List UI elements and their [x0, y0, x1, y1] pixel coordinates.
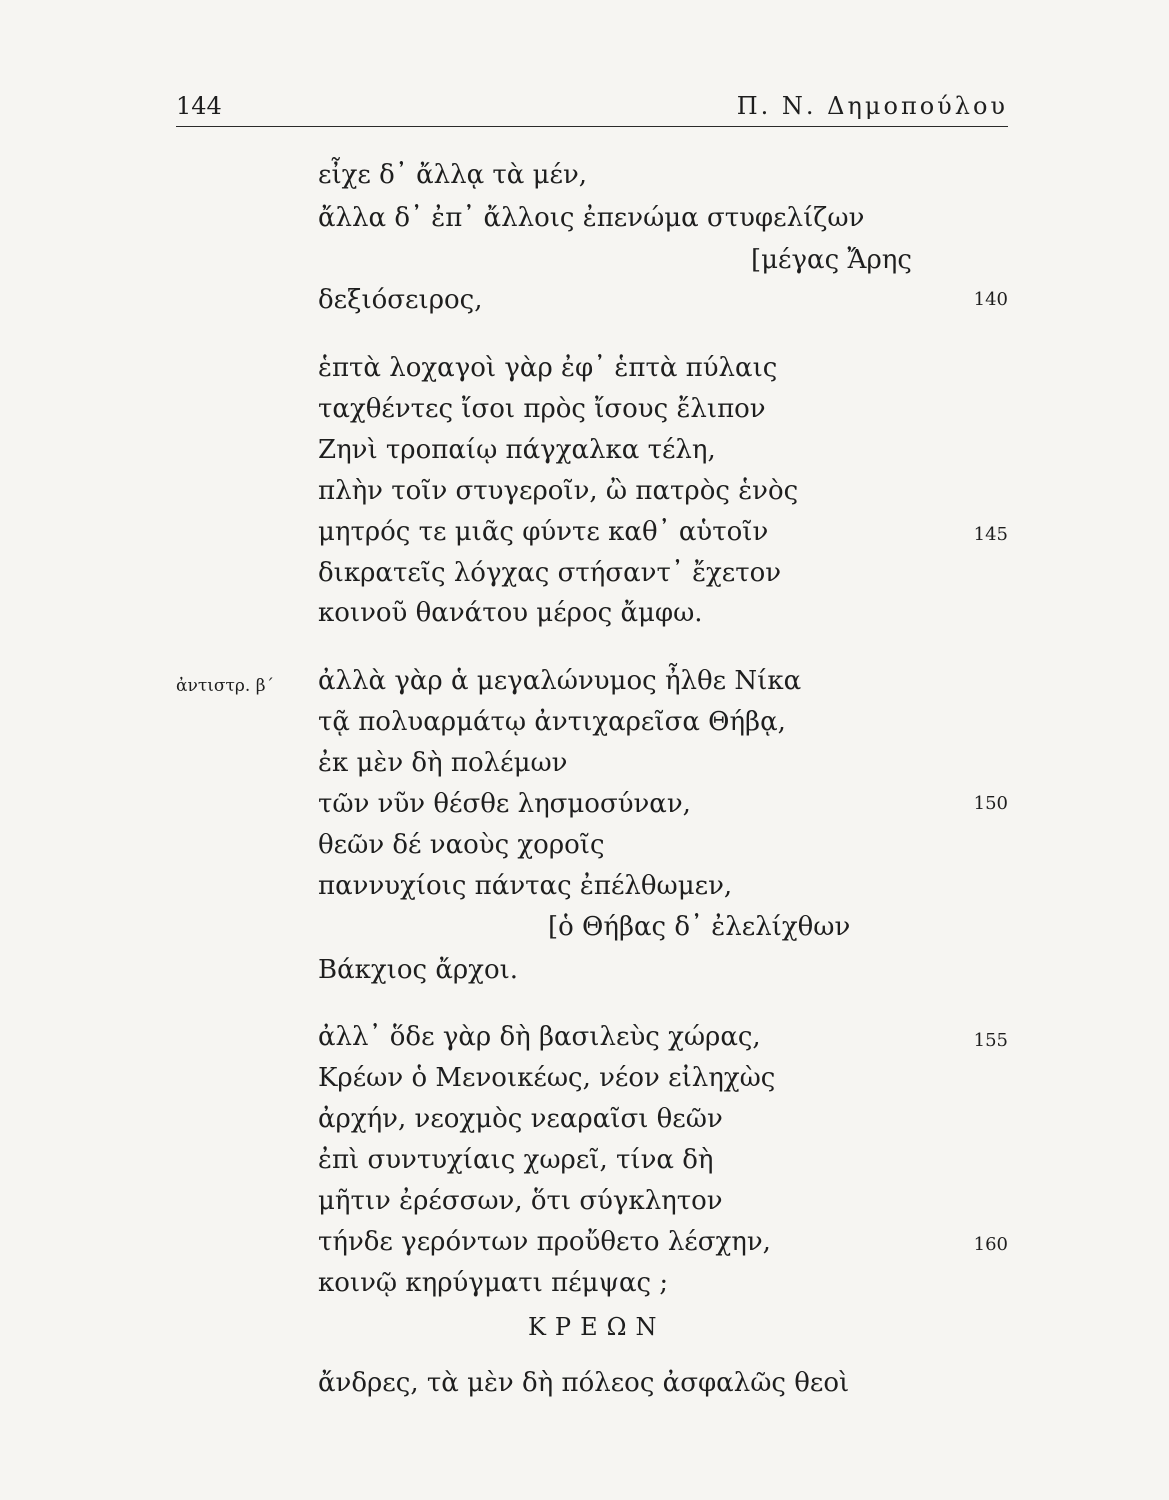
verse-line: Ζηνὶ τροπαίῳ πάγχαλκα τέλη,	[318, 435, 716, 465]
verse-line: ἀλλὰ γὰρ ἁ μεγαλώνυμος ἦλθε Νίκα	[318, 666, 802, 696]
page-header	[176, 92, 1008, 127]
verse-line: ἄλλα δ᾽ ἐπ᾽ ἄλλοις ἐπενώμα στυφελίζων	[318, 203, 865, 233]
verse-line: [μέγας Ἄρης	[751, 245, 912, 275]
verse-line: δικρατεῖς λόγχας στήσαντ᾽ ἔχετον	[318, 558, 782, 588]
verse-line: πλὴν τοῖν στυγεροῖν, ὢ πατρὸς ἑνὸς	[318, 476, 799, 506]
verse-line: τᾷ πολυαρμάτῳ ἀντιχαρεῖσα Θήβᾳ,	[318, 707, 786, 737]
verse-line: ἀλλ᾽ ὅδε γὰρ δὴ βασιλεὺς χώρας,	[318, 1022, 761, 1052]
verse-line: θεῶν δέ ναοὺς χοροῖς	[318, 830, 605, 860]
verse-line: τῶν νῦν θέσθε λησμοσύναν,	[318, 789, 691, 819]
line-number: 140	[973, 289, 1008, 310]
verse-line: κοινῷ κηρύγματι πέμψας ;	[318, 1268, 669, 1298]
verse-line: ἄνδρες, τὰ μὲν δὴ πόλεος ἀσφαλῶς θεοὶ	[318, 1368, 850, 1398]
verse-line: ταχθέντες ἴσοι πρὸς ἴσους ἔλιπον	[318, 394, 766, 424]
verse-line: Κρέων ὁ Μενοικέως, νέον εἰληχὼς	[318, 1063, 776, 1093]
line-number: 160	[973, 1234, 1008, 1255]
speaker-name: ΚΡΕΩΝ	[528, 1313, 666, 1341]
verse-line: δεξιόσειρος,	[318, 285, 483, 315]
page-number: 144	[176, 92, 222, 120]
verse-line: μητρός τε μιᾶς φύντε καθ᾽ αὑτοῖν	[318, 517, 769, 547]
verse-line: ἐπὶ συντυχίαις χωρεῖ, τίνα δὴ	[318, 1145, 714, 1175]
verse-line: Βάκχιος ἄρχοι.	[318, 955, 519, 985]
line-number: 145	[973, 524, 1008, 545]
line-number: 155	[973, 1030, 1008, 1051]
verse-line: ἑπτὰ λοχαγοὶ γὰρ ἐφ᾽ ἑπτὰ πύλαις	[318, 353, 778, 383]
section-label: ἀντιστρ. β΄	[176, 676, 275, 696]
verse-line: ἐκ μὲν δὴ πολέμων	[318, 748, 568, 778]
verse-line: [ὁ Θήβας δ᾽ ἐλελίχθων	[548, 912, 851, 942]
verse-line: κοινοῦ θανάτου μέρος ἄμφω.	[318, 598, 703, 628]
line-number: 150	[973, 793, 1008, 814]
verse-line: ἀρχήν, νεοχμὸς νεαραῖσι θεῶν	[318, 1104, 723, 1134]
running-head: Π. Ν. Δημοπούλου	[736, 92, 1008, 120]
verse-line: μῆτιν ἐρέσσων, ὅτι σύγκλητον	[318, 1186, 723, 1216]
verse-line: παννυχίοις πάντας ἐπέλθωμεν,	[318, 871, 733, 901]
verse-line: εἶχε δ᾽ ἄλλᾳ τὰ μέν,	[318, 160, 588, 190]
verse-line: τήνδε γερόντων προὔθετο λέσχην,	[318, 1227, 771, 1257]
